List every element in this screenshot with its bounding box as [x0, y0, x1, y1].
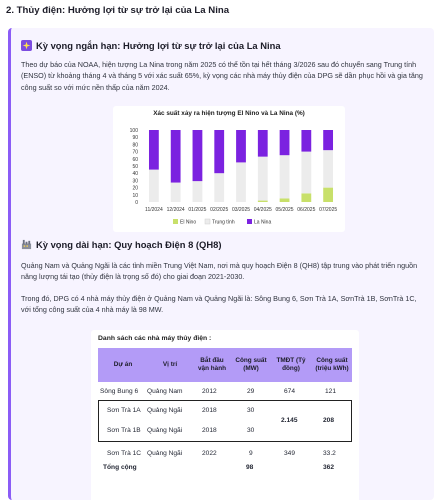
cell-mw: 9 — [249, 450, 253, 457]
bar-la-nina — [323, 130, 333, 150]
bar-el-nino — [323, 188, 333, 202]
bar-el-nino — [280, 198, 290, 202]
header-tmdt: TMĐT (Tỷ đồng) — [276, 357, 306, 372]
enso-chart — [113, 106, 345, 232]
cell-project: Sơn Trà 1B — [107, 427, 141, 434]
legend-swatch — [247, 219, 252, 224]
total-label: Tổng cộng — [103, 464, 137, 471]
header-location: Vị trí — [162, 361, 178, 368]
bar-trung-tính — [301, 152, 311, 194]
bar-trung-tính — [171, 183, 181, 202]
y-tick-label: 90 — [132, 135, 138, 142]
header-capacity-mw: Công suất (MW) — [235, 357, 267, 372]
merged-tmdt: 2.145 — [281, 417, 298, 424]
plant-table — [91, 330, 359, 500]
short-term-paragraph: Theo dự báo của NOAA, hiện tượng La Nina trong năm 2025 có thể tồn tại hết tháng 3/2026 sau đó chuyển sang Trung tính (ENSO) từ khoảng tháng 4 và tháng 5 với xác suất 65%, kỳ vọng các nhà máy thủy điện của DPG sẽ dần phục hồi và gia tăng công suất so với mức nền thấp của năm 2024. — [21, 60, 423, 92]
x-tick-label: 11/2024 — [145, 207, 163, 213]
y-tick-label: 0 — [135, 200, 138, 206]
chart-plot — [113, 106, 345, 232]
factory-icon — [21, 239, 32, 250]
x-tick-label: 03/2025 — [231, 207, 251, 213]
cell-project: Sơn Trà 1A — [107, 407, 141, 414]
bar-trung-tính — [193, 181, 203, 202]
long-term-paragraph-2: Trong đó, DPG có 4 nhà máy thủy điện ở Quảng Nam và Quảng Ngãi là: Sông Bung 6, Sơn Trà 1A, SơnTrà 1B, SơnTrà 1C, với tổng công suất của 4 nhà máy là 98 MW. — [21, 294, 417, 315]
cell-project: Sơn Trà 1C — [107, 450, 142, 457]
cell-location: Quảng Ngãi — [147, 407, 183, 414]
legend-label: La Nina — [254, 219, 272, 226]
x-tick-label: 04/2025 — [253, 207, 272, 213]
cell-start: 2018 — [202, 427, 217, 434]
cell-kwh: 33.2 — [323, 450, 336, 457]
x-tick-label: 07/2025 — [319, 207, 338, 213]
x-tick-label: 12/2024 — [166, 207, 185, 213]
legend-label: Trung tính — [212, 219, 235, 226]
cell-start: 2022 — [202, 450, 217, 457]
total-kwh: 362 — [323, 464, 335, 471]
bar-la-nina — [149, 130, 159, 170]
bar-la-nina — [301, 130, 311, 152]
bar-la-nina — [171, 130, 181, 183]
cell-location: Quảng Nam — [147, 388, 183, 395]
cell-location: Quảng Ngãi — [147, 450, 183, 457]
bar-la-nina — [193, 130, 203, 181]
long-term-paragraph-1: Quảng Nam và Quảng Ngãi là các tỉnh miền Trung Việt Nam, nơi mà quy hoạch Điện 8 (QH8) tập trung vào phát triển nguồn năng lượng tái tạo (thủy điện là trọng số đó) cho giai đoạn 2021-2030. — [21, 261, 418, 282]
header-project: Dự án — [113, 361, 133, 368]
table-caption: Danh sách các nhà máy thủy điện : — [98, 335, 212, 342]
x-tick-label: 02/2025 — [210, 207, 229, 213]
x-tick-label: 06/2025 — [297, 207, 316, 213]
short-term-title: Kỳ vọng ngắn hạn: Hưởng lợi từ sự trở lại của La Nina — [36, 40, 281, 51]
x-tick-label: 05/2025 — [275, 207, 294, 213]
merged-kwh: 208 — [323, 417, 335, 424]
short-term-title-row — [21, 40, 281, 51]
bar-el-nino — [301, 193, 311, 202]
y-tick-label: 20 — [132, 185, 138, 192]
table-header — [98, 348, 352, 382]
header-start: Bắt đầu vận hành — [197, 357, 227, 372]
legend-swatch — [205, 219, 210, 224]
page-heading: 2. Thủy điện: Hưởng lợi từ sự trở lại của La Nina — [6, 5, 230, 16]
bar-trung-tính — [280, 155, 290, 198]
cell-project: Sông Bung 6 — [100, 388, 139, 395]
bar-la-nina — [214, 130, 224, 173]
x-tick-label: 01/2025 — [188, 207, 207, 213]
y-tick-label: 60 — [132, 156, 138, 163]
bar-trung-tính — [149, 170, 159, 202]
header-capacity-kwh: Công suất (triệu kWh) — [315, 357, 349, 372]
bar-trung-tính — [323, 150, 333, 187]
long-term-title: Kỳ vọng dài hạn: Quy hoạch Điện 8 (QH8) — [36, 239, 222, 250]
total-mw: 98 — [246, 464, 254, 471]
hydro-section-card — [8, 28, 434, 500]
bar-la-nina — [280, 130, 290, 155]
bar-el-nino — [258, 201, 268, 202]
bar-trung-tính — [214, 173, 224, 202]
chart-title: Xác suất xảy ra hiện tượng El Nino và La Nina (%) — [153, 110, 305, 117]
cell-start: 2012 — [202, 388, 217, 395]
legend-label: El Nino — [180, 219, 197, 226]
y-tick-label: 70 — [132, 149, 138, 156]
cell-kwh: 121 — [325, 388, 337, 395]
cell-tmdt: 349 — [284, 450, 296, 457]
cell-mw: 29 — [247, 388, 255, 395]
bar-la-nina — [236, 130, 246, 162]
cell-start: 2018 — [202, 407, 217, 414]
y-tick-label: 80 — [132, 142, 138, 149]
y-tick-label: 30 — [132, 178, 138, 185]
y-tick-label: 100 — [129, 128, 138, 134]
bar-trung-tính — [258, 157, 268, 201]
bar-trung-tính — [236, 162, 246, 202]
cell-location: Quảng Ngãi — [147, 427, 183, 434]
y-tick-label: 40 — [132, 171, 138, 178]
sparkle-star-icon — [21, 40, 32, 51]
y-tick-label: 10 — [132, 192, 138, 199]
y-tick-label: 50 — [132, 164, 138, 170]
long-term-title-row — [21, 239, 221, 250]
cell-mw: 30 — [247, 407, 255, 414]
legend-swatch — [173, 219, 178, 224]
cell-mw: 30 — [247, 427, 255, 434]
bar-la-nina — [258, 130, 268, 157]
cell-tmdt: 674 — [284, 388, 296, 395]
